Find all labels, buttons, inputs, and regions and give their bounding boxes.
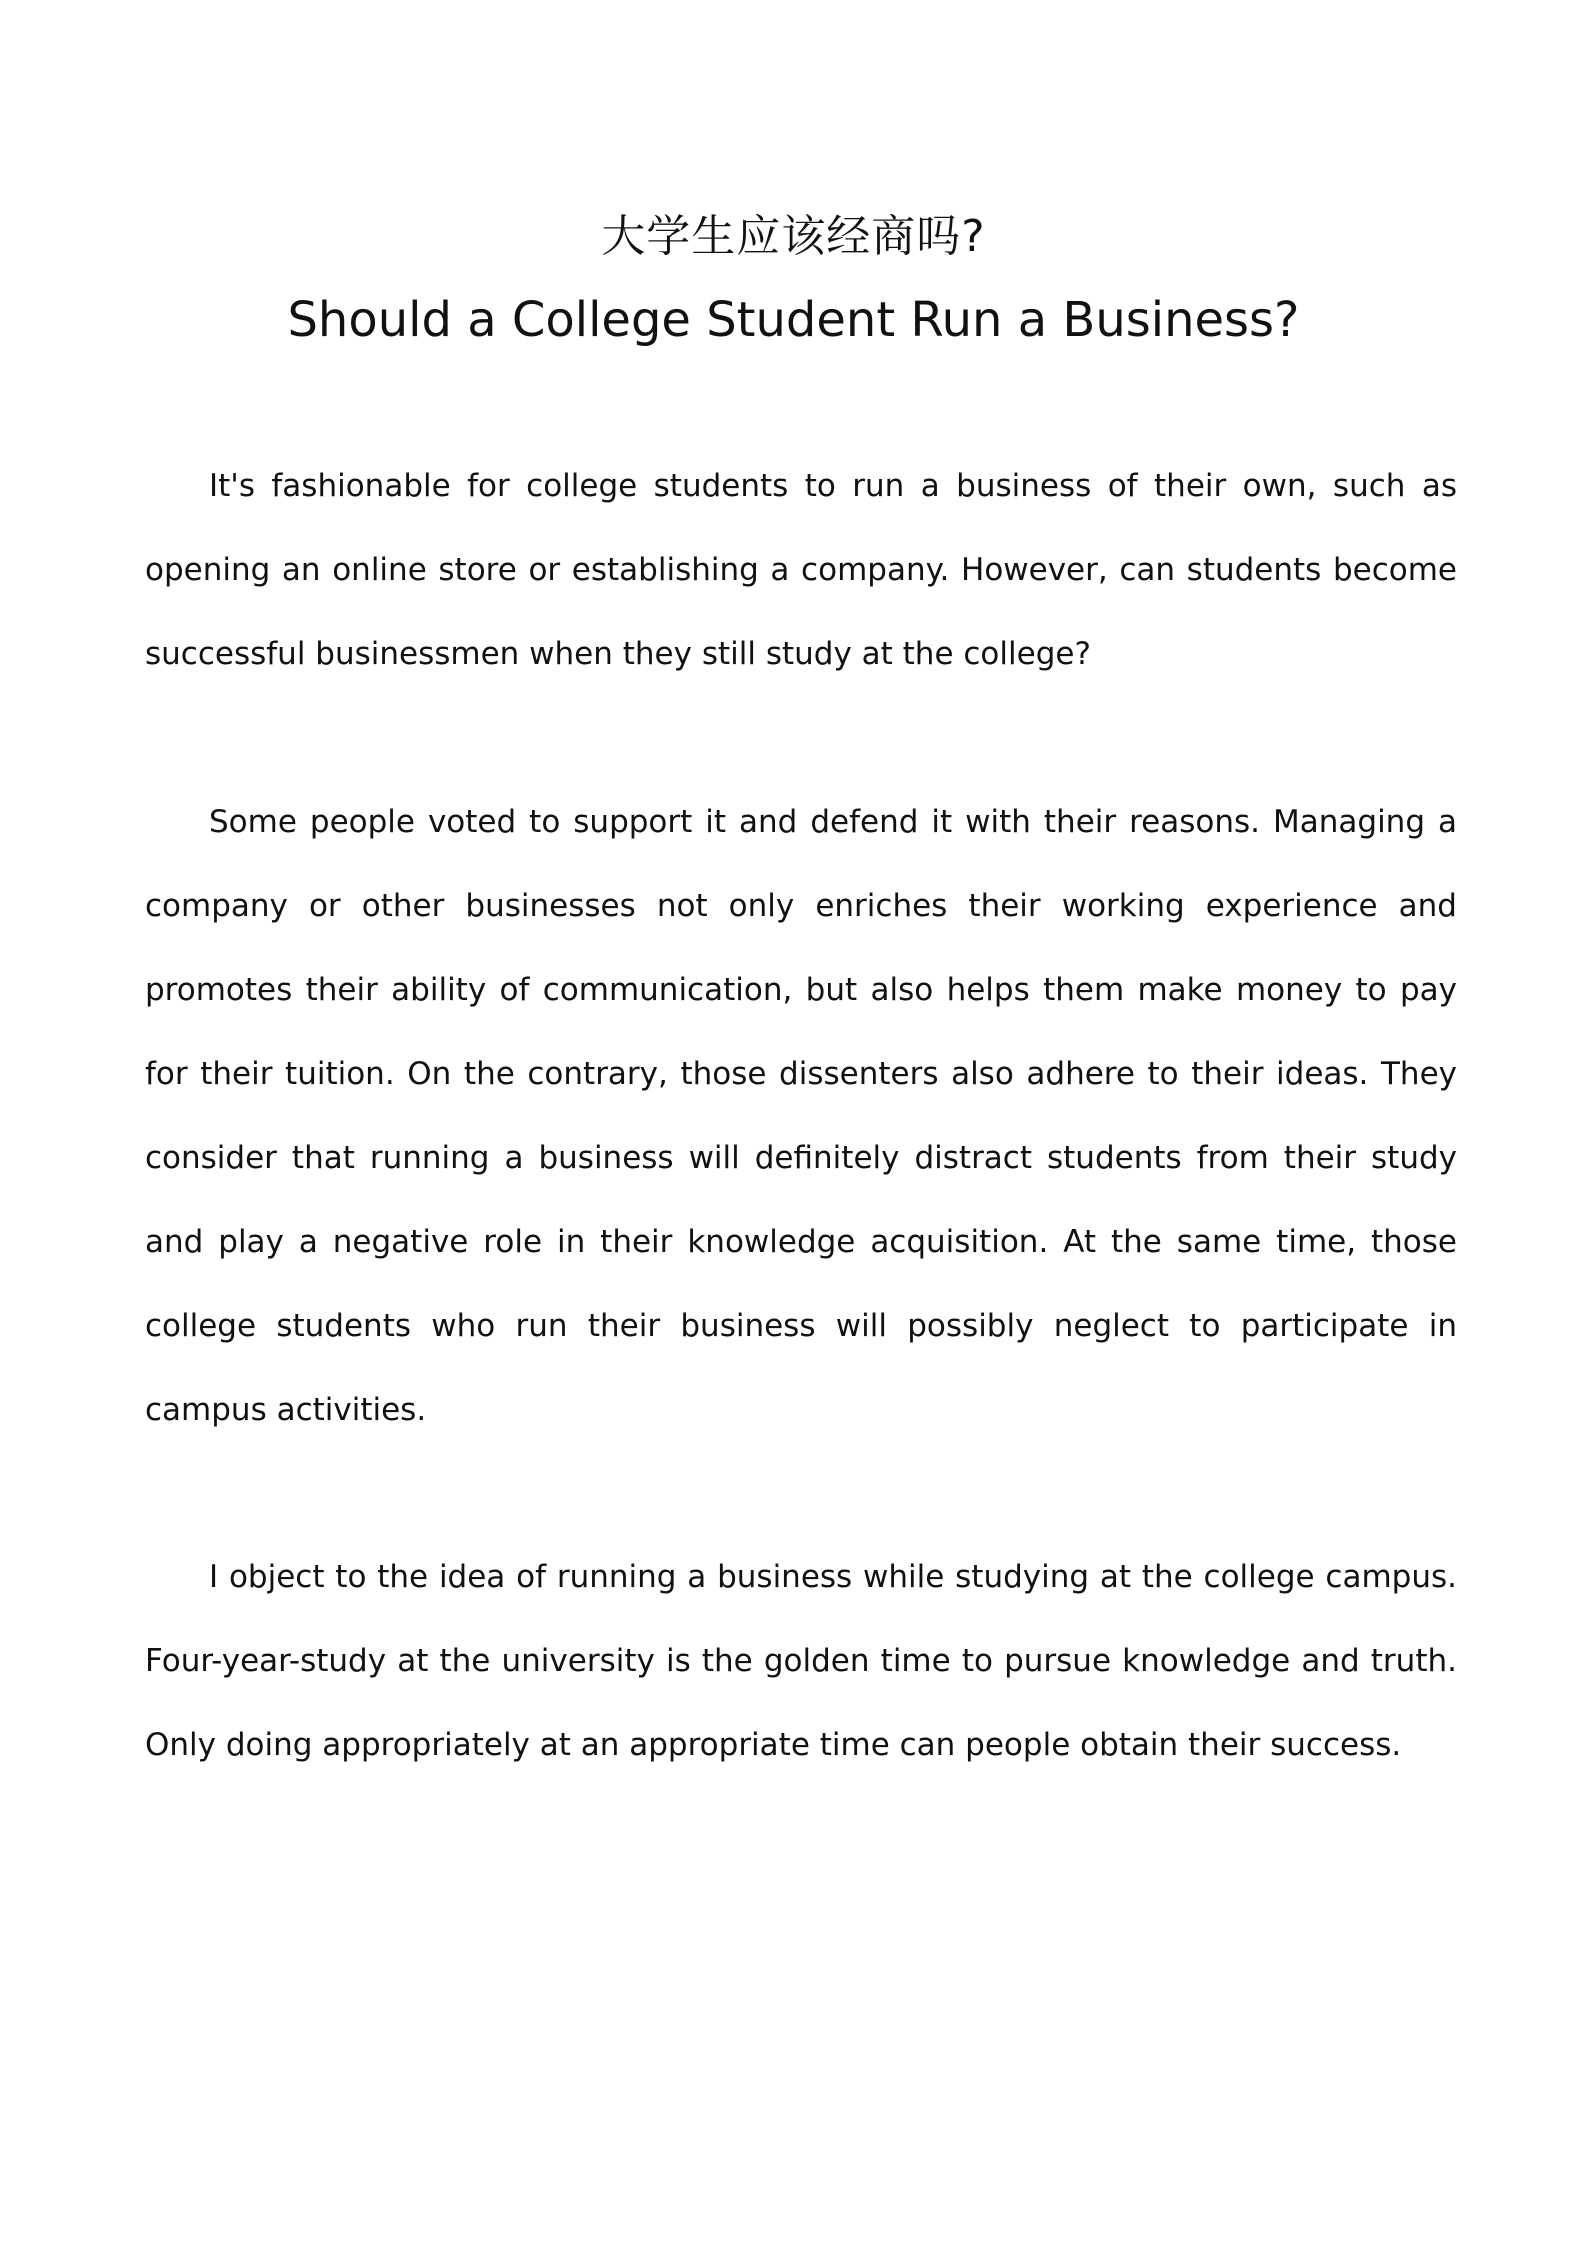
paragraph-arguments: Some people voted to support it and defend it with their reasons. Managing a company or other businesses not only enriches their working experience and promotes their ability of communication, but also helps them make money to pay for their tuition. On the contrary, those dissenters also adhere to their ideas. They consider that running a business will definitely distract students from their study and play a negative role in their knowledge acquisition. At the same time, those college students who run their business will possibly neglect to participate in campus activities. — [145, 804, 1457, 1428]
paragraph-intro: It's fashionable for college students to run a business of their own, such as opening an online store or establishing a company. However, can students become successful businessmen when they still study at the college? — [145, 468, 1457, 672]
title-chinese: 大学生应该经商吗? — [601, 211, 986, 262]
title-english: Should a College Student Run a Business? — [287, 292, 1300, 348]
paragraph-conclusion: I object to the idea of running a business while studying at the college campus. Four-year-study at the university is the golden time to pursue knowledge and truth. Only doing appropriately at an appropriate time can people obtain their success. — [145, 1559, 1457, 1763]
